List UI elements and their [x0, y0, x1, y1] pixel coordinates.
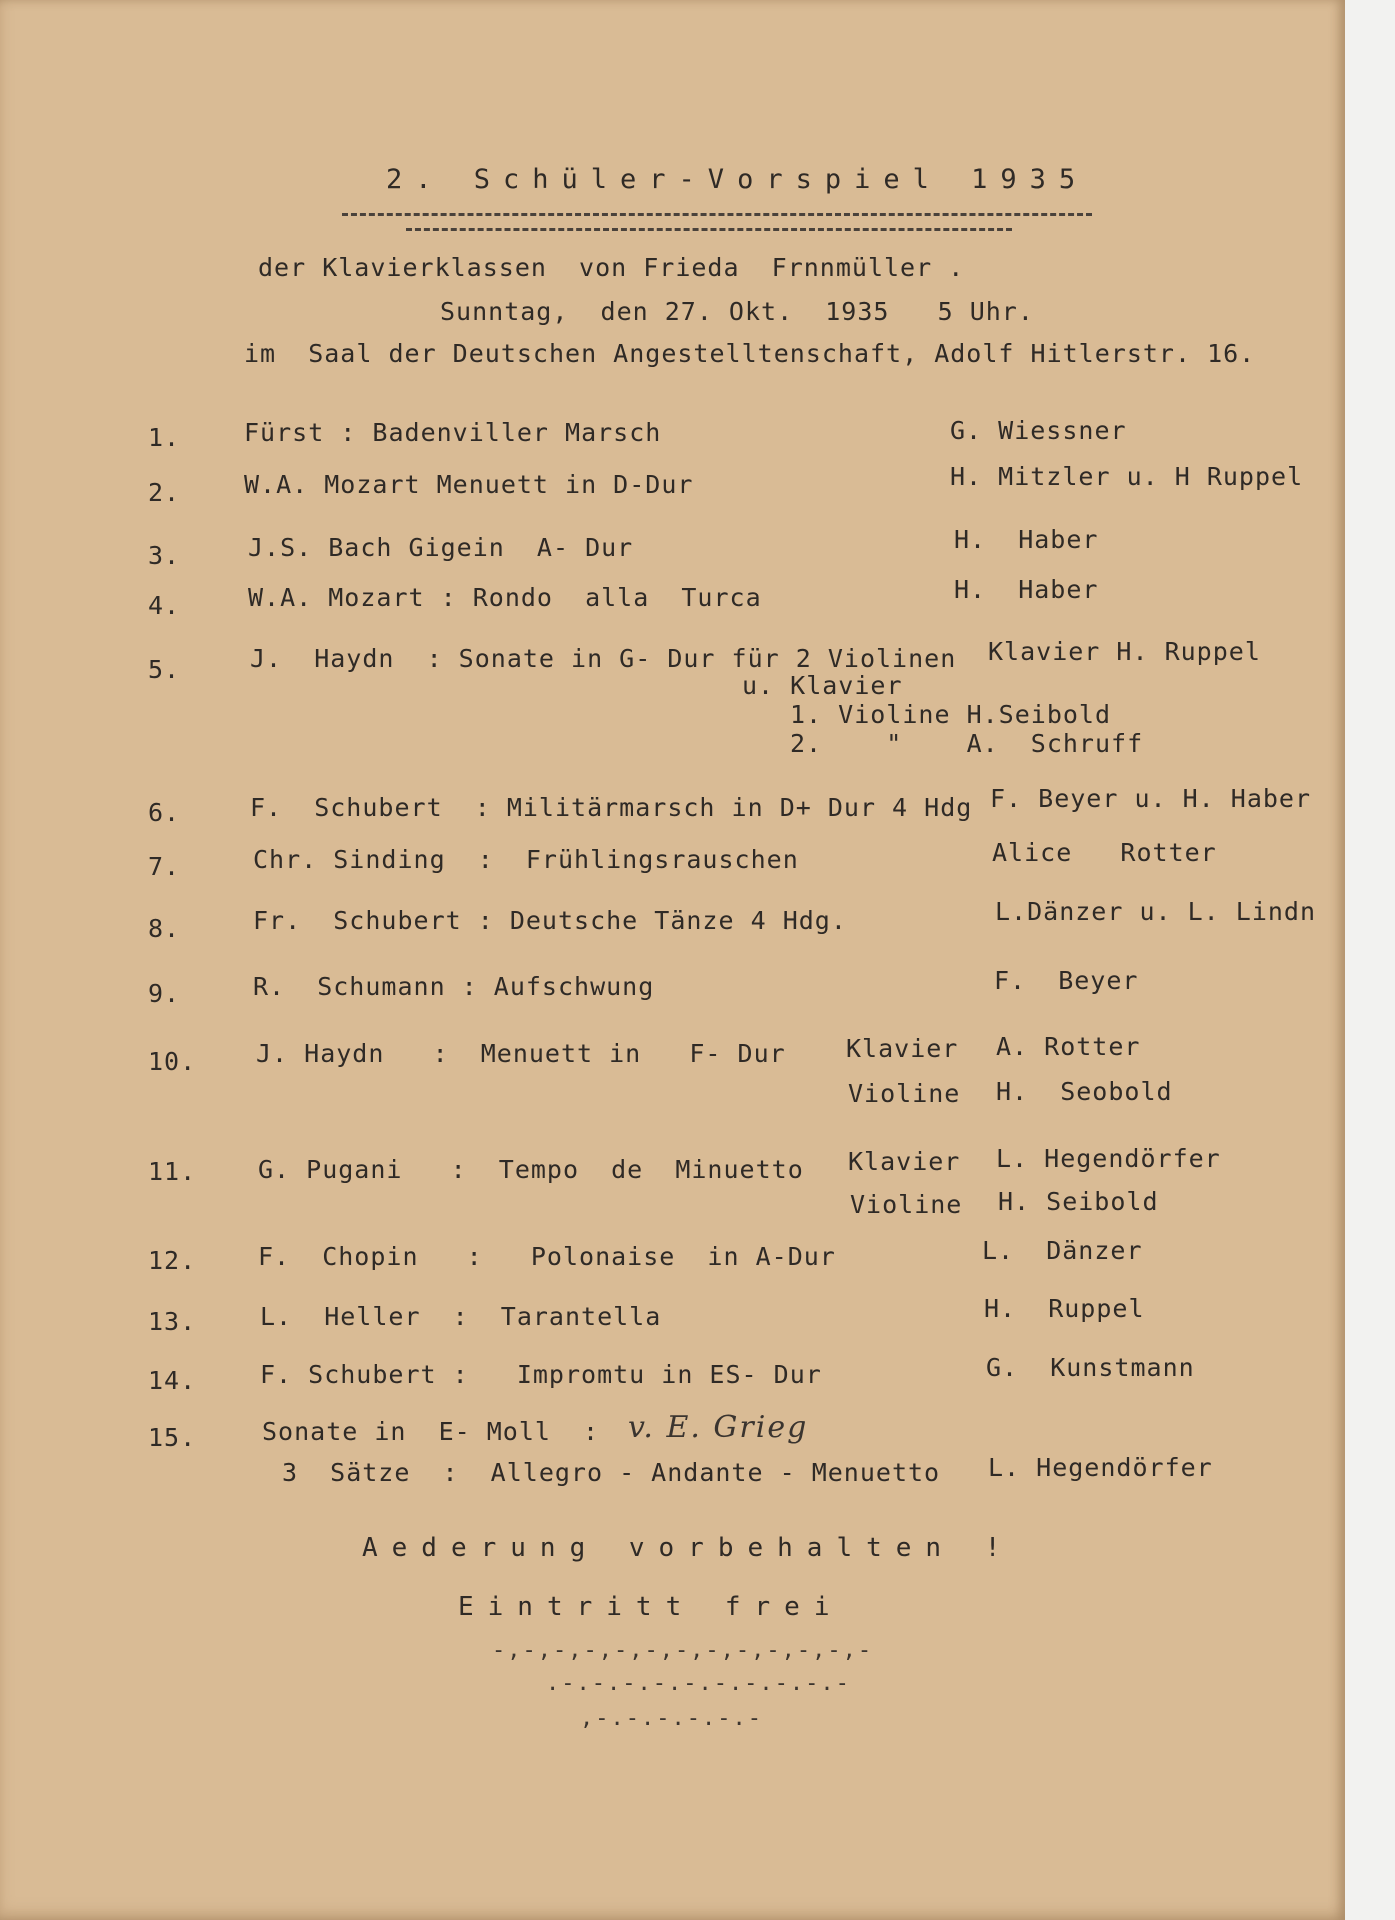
handwritten-composer-note: v. E. Grieg — [628, 1410, 809, 1445]
item-performer: L. Hegendörfer — [988, 1453, 1213, 1482]
item-performer: Klavier H. Ruppel — [988, 637, 1261, 666]
item-piece: J. Haydn : Sonate in G- Dur für 2 Violinen — [250, 644, 957, 673]
item-number: 11. — [148, 1157, 197, 1186]
item-piece: Chr. Sinding : Frühlingsrauschen — [253, 845, 799, 874]
item-number: 5. — [148, 655, 181, 684]
item-role: Klavier — [848, 1147, 961, 1176]
item-performer: H. Haber — [954, 575, 1099, 604]
item-performer: H. Mitzler u. H Ruppel — [950, 462, 1304, 491]
item-piece: F. Schubert : Impromtu in ES- Dur — [260, 1360, 822, 1389]
item-piece: F. Chopin : Polonaise in A-Dur — [258, 1242, 836, 1271]
item-number: 2. — [148, 478, 181, 507]
title-underline-1 — [342, 213, 1092, 216]
item-number: 8. — [148, 914, 181, 943]
item-piece: W.A. Mozart Menuett in D-Dur — [244, 470, 694, 499]
change-notice: Aederung vorbehalten ! — [362, 1533, 1015, 1563]
item-number: 12. — [148, 1246, 197, 1275]
item-performer: L.Dänzer u. L. Lindn — [995, 897, 1317, 926]
item-piece: J. Haydn : Menuett in F- Dur — [256, 1039, 786, 1068]
item-number: 15. — [148, 1423, 197, 1452]
title-underline-2 — [406, 228, 1012, 231]
item-number: 3. — [148, 541, 181, 570]
item-role: Violine — [848, 1079, 961, 1108]
item-performer: F. Beyer u. H. Haber — [990, 784, 1312, 813]
item-role: Violine — [850, 1190, 963, 1219]
item-piece: Sonate in E- Moll : — [262, 1417, 600, 1446]
item-piece: F. Schubert : Militärmarsch in D+ Dur 4 Hdg — [250, 793, 973, 822]
item-piece-continued: u. Klavier — [742, 671, 903, 700]
item-piece: G. Pugani : Tempo de Minuetto — [258, 1155, 804, 1184]
item-piece: L. Heller : Tarantella — [260, 1302, 662, 1331]
item-performer: F. Beyer — [994, 966, 1139, 995]
item-piece: R. Schumann : Aufschwung — [253, 972, 655, 1001]
ornament-line-2: .-.-.-.-.-.-.-.-.-.- — [546, 1671, 851, 1696]
item-performer: A. Rotter — [996, 1032, 1141, 1061]
header-date: Sunntag, den 27. Okt. 1935 5 Uhr. — [440, 297, 1034, 326]
item-sub-performer: 1. Violine H.Seibold — [790, 700, 1112, 729]
item-performer: H. Seobold — [996, 1077, 1173, 1106]
ornament-line-3: ,-.-.-.-.-.- — [580, 1706, 763, 1731]
item-performer: H. Ruppel — [984, 1294, 1145, 1323]
item-number: 13. — [148, 1307, 197, 1336]
item-number: 14. — [148, 1366, 197, 1395]
item-performer: G. Wiessner — [950, 416, 1127, 445]
ornament-line-1: -,-,-,-,-,-,-,-,-,-,-,-,- — [492, 1638, 874, 1663]
item-performer: H. Seibold — [998, 1187, 1159, 1216]
item-performer: G. Kunstmann — [986, 1353, 1195, 1382]
admission-note: Eintritt frei — [458, 1592, 844, 1622]
item-sub-performer: 2. " A. Schruff — [790, 729, 1144, 758]
header-venue: im Saal der Deutschen Angestelltenschaft, Adolf Hitlerstr. 16. — [244, 339, 1256, 368]
item-performer: Alice Rotter — [992, 838, 1217, 867]
item-piece: Fr. Schubert : Deutsche Tänze 4 Hdg. — [253, 906, 847, 935]
item-performer: H. Haber — [954, 525, 1099, 554]
item-piece: Fürst : Badenviller Marsch — [244, 418, 662, 447]
item-role: Klavier — [846, 1034, 959, 1063]
item-number: 4. — [148, 591, 181, 620]
item-number: 6. — [148, 798, 181, 827]
item-piece: J.S. Bach Gigein A- Dur — [248, 533, 634, 562]
item-performer: L. Hegendörfer — [996, 1144, 1221, 1173]
item-number: 10. — [148, 1047, 197, 1076]
item-number: 9. — [148, 979, 181, 1008]
item-number: 1. — [148, 423, 181, 452]
header-classes: der Klavierklassen von Frieda Frnnmüller . — [258, 253, 965, 282]
item-piece: W.A. Mozart : Rondo alla Turca — [248, 583, 762, 612]
item-number: 7. — [148, 852, 181, 881]
item-performer: L. Dänzer — [982, 1236, 1143, 1265]
page-title: 2. Schüler-Vorspiel 1935 — [386, 164, 1089, 195]
item-sub-line: 3 Sätze : Allegro - Andante - Menuetto — [282, 1458, 941, 1487]
